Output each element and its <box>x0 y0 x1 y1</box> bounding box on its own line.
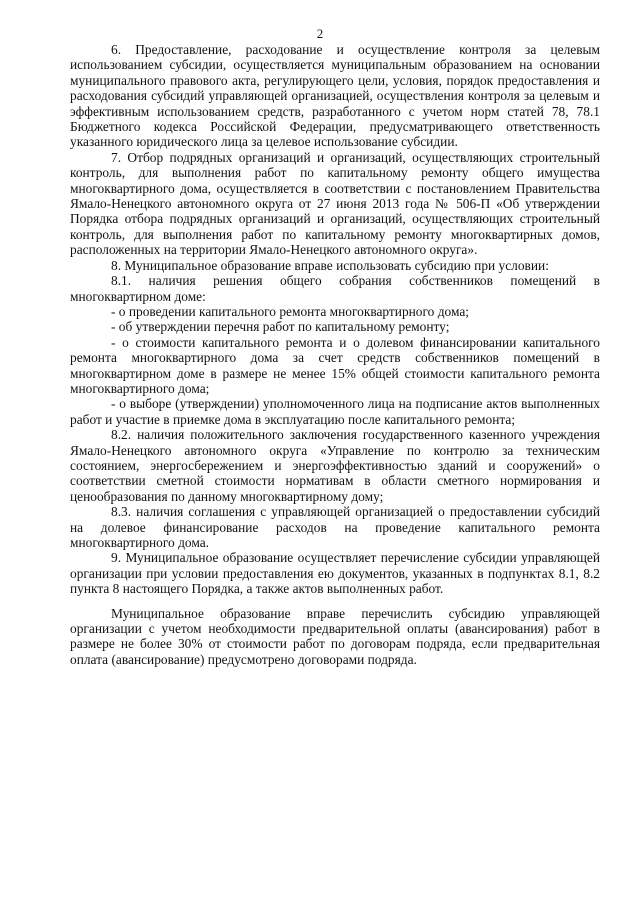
paragraph-8-3: 8.3. наличия соглашения с управляющей организацией о предоставлении субсидий на долевое финансирование расходов на проведение капитального ремонта многоквартирного дома. <box>70 504 600 550</box>
paragraph-8-1: 8.1. наличия решения общего собрания собственников помещений в многоквартирном доме: <box>70 273 600 304</box>
document-body <box>70 42 600 667</box>
list-item-repair-decision: - о проведении капитального ремонта многоквартирного дома; <box>111 303 470 319</box>
list-item-authorized-person: - о выборе (утверждении) уполномоченного лица на подписание актов выполненных работ и участие в приемке дома в эксплуатацию после капитального ремонта; <box>70 396 600 427</box>
list-item-works-list: - об утверждении перечня работ по капитальному ремонту; <box>111 319 450 335</box>
paragraph-advance-payment: Муниципальное образование вправе перечислить субсидию управляющей организации с учетом необходимости предварительной оплаты (авансирования) работ в размере не более 30% от стоимости работ по договорам подряда, если предварительная оплата (авансирование) предусмотрено договорами подряда. <box>70 605 600 667</box>
paragraph-8: 8. Муниципальное образование вправе использовать субсидию при условии: <box>111 257 549 273</box>
paragraph-6: 6. Предоставление, расходование и осуществление контроля за целевым использованием субсидии, осуществляется муниципальным образованием на основании муниципального правового акта, регулирующего цели, условия, порядок предоставления и расходования субсидий управляющей организацией, осуществления контроля за целевым и эффективным использованием средств, разработанного с учетом норм статей 78, 78.1 Бюджетного кодекса Российской Федерации, предусматривающего ответственность указанного юридического лица за целевое использование субсидии. <box>70 42 600 150</box>
paragraph-8-2: 8.2. наличия положительного заключения государственного казенного учреждения Ямало-Ненецкого автономного округа «Управление по контролю за техническим состоянием, энергосбережением и энергоэффективностью зданий и сооружений» о соответствии сметной стоимости нормативам в области сметного нормирования и ценообразования по данному многоквартирному дому; <box>70 427 600 504</box>
paragraph-7: 7. Отбор подрядных организаций и организаций, осуществляющих строительный контроль, для выполнения работ по капитальному ремонту общего имущества многоквартирного дома, осуществляется в соответствии с постановлением Правительства Ямало-Ненецкого автономного округа от 27 июня 2013 года № 506-П «Об утверждении Порядка отбора подрядных организаций и организаций, осуществляющих строительный контроль, для выполнения работ по капитальному ремонту многоквартирных домов, расположенных на территории Ямало-Ненецкого автономного округа». <box>70 149 600 258</box>
list-item-cost-financing: - о стоимости капитального ремонта и о долевом финансировании капитального ремонта многоквартирного дома за счет средств собственников помещений в многоквартирном доме в размере не менее 15% общей стоимости капитального ремонта многоквартирного дома; <box>70 334 600 396</box>
page-number: 2 <box>316 26 324 41</box>
paragraph-9: 9. Муниципальное образование осуществляет перечисление субсидии управляющей организации при условии предоставления ею документов, указанных в подпунктах 8.1, 8.2 пункта 8 настоящего Порядка, а также актов выполненных работ. <box>70 550 600 597</box>
